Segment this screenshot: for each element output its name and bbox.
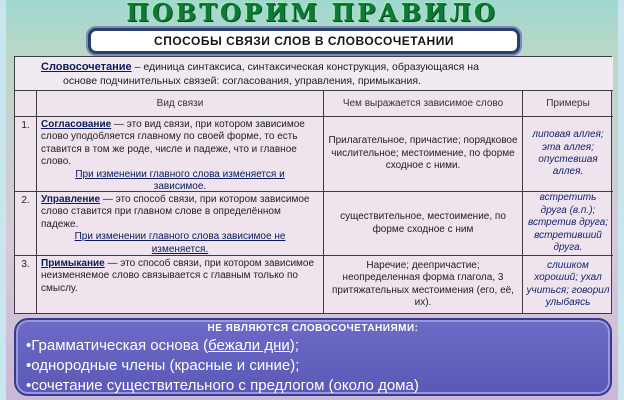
exception-item — [26, 376, 600, 396]
row-type — [37, 117, 324, 191]
definition-text-2: основе подчинительных связей: согласования, управления, примыкания. — [63, 75, 421, 87]
slide-title: ПОВТОРИМ ПРАВИЛО — [126, 0, 498, 27]
row-num: 3. — [15, 256, 37, 313]
row-num: 2. — [15, 192, 37, 255]
header-type: Вид связи — [37, 91, 324, 116]
row-examples: встретить друга (в.п.); встретив друга; встретивший друга. — [527, 192, 609, 254]
row-examples: липовая аллея; эта аллея; опустевшая аллея. — [532, 129, 604, 178]
row-expr: Наречие; деепричастие; неопределенная форма глагола, 3 притяжательных местоимения (его, её, их). — [324, 256, 523, 313]
row-examples: слишком хороший; ухал учиться; говорил улыбаясь — [526, 259, 610, 308]
table-header-row — [15, 91, 613, 117]
definition-text-1: – единица синтаксиса, синтаксическая конструкция, образующаяся на — [131, 61, 479, 73]
row-expr: Прилагательное, причастие; порядковое числительное; местоимение, по форме сходное с ними. — [324, 117, 523, 191]
definition-row — [15, 57, 613, 91]
table-row — [15, 256, 613, 313]
exception-item — [26, 356, 600, 376]
row-note-1: При изменении главного слова изменяется и — [75, 168, 285, 180]
definition-term: Словосочетание — [41, 61, 132, 73]
row-note-1: При изменении главного слова зависимое не — [74, 231, 286, 243]
row-term: Управление — [41, 194, 101, 205]
row-type — [37, 192, 324, 255]
row-num: 1. — [15, 117, 37, 191]
table-row — [15, 192, 613, 256]
row-desc: — это вид связи, при котором зависимое слово уподобляется главному по своей форме, то есть ставится в том же роде, числе и падеже, что и главное слово. — [41, 119, 305, 168]
row-term: Примыкание — [41, 258, 105, 269]
row-note-2: изменяется. — [151, 243, 209, 255]
row-type — [37, 256, 324, 313]
table-row — [15, 117, 613, 192]
row-term: Согласование — [41, 119, 112, 130]
rules-table — [14, 56, 612, 314]
row-expr: существительное, местоимение, по форме сходное с ним — [324, 192, 523, 255]
exception-text: •сочетание существительного с предлогом (около дома) — [26, 377, 419, 394]
row-desc: — это способ связи, при котором зависимое неизменяемое слово связывается с главным только по смыслу. — [41, 258, 315, 294]
exception-text: •Грамматическая основа ( — [26, 337, 209, 354]
exception-text: •однородные члены (красные и синие); — [26, 357, 300, 374]
row-note-2: зависимое. — [153, 181, 207, 193]
header-examples: Примеры — [546, 98, 590, 109]
exception-underlined: бежали дни — [208, 337, 290, 354]
slide-subtitle: СПОСОБЫ СВЯЗИ СЛОВ В СЛОВОСОЧЕТАНИИ — [88, 28, 520, 54]
exceptions-title: НЕ ЯВЛЯЮТСЯ СЛОВОСОЧЕТАНИЯМИ: — [207, 323, 419, 334]
exceptions-box — [14, 318, 612, 396]
header-num — [15, 91, 37, 116]
header-expr: Чем выражается зависимое слово — [324, 91, 523, 116]
row-desc: — это способ связи, при котором зависимое слово ставится при главном слове в определённом падеже. — [41, 194, 310, 230]
exception-tail: ); — [289, 337, 299, 354]
exception-item — [26, 336, 600, 356]
